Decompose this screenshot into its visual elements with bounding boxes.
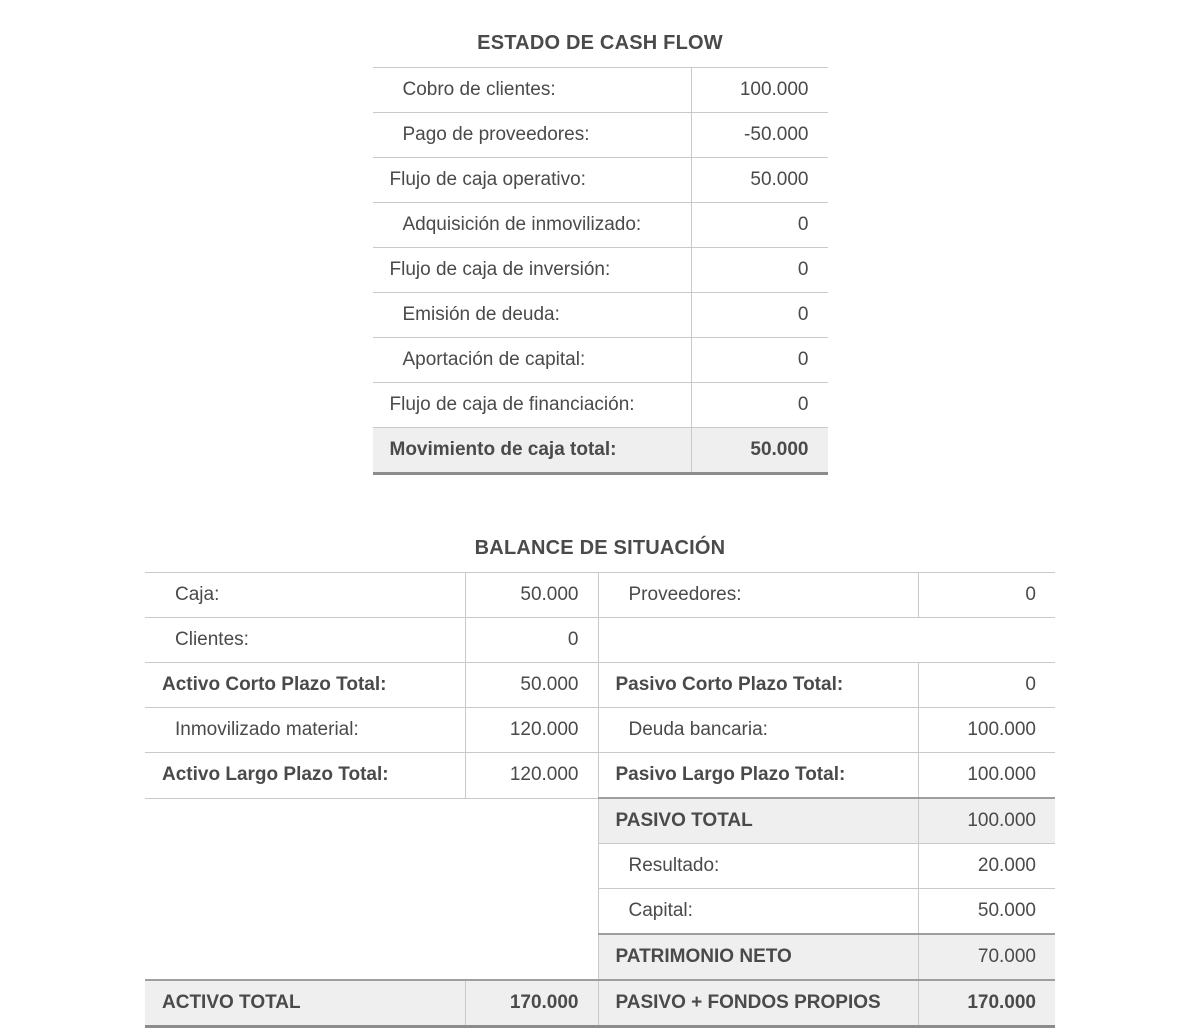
row-value: 0: [918, 573, 1055, 618]
row-value: 0: [465, 618, 598, 663]
cash-flow-table: [373, 67, 828, 475]
row-label: Resultado:: [598, 844, 918, 889]
row-value: 100.000: [918, 798, 1055, 844]
cash-flow-title: ESTADO DE CASH FLOW: [477, 32, 723, 54]
balance-row: [145, 663, 1055, 708]
row-value: 100.000: [918, 753, 1055, 799]
row-label: Adquisición de inmovilizado:: [373, 203, 692, 248]
cash-flow-row: [373, 338, 828, 383]
row-label: Activo Largo Plazo Total:: [145, 753, 465, 799]
row-label: Movimiento de caja total:: [373, 428, 692, 474]
row-label: Flujo de caja de financiación:: [373, 383, 692, 428]
empty-cell: [598, 618, 1055, 663]
balance-sheet-table: [145, 572, 1055, 1028]
row-value: 0: [692, 203, 828, 248]
row-label: PASIVO + FONDOS PROPIOS: [598, 980, 918, 1027]
row-label: Deuda bancaria:: [598, 708, 918, 753]
row-value: 0: [918, 663, 1055, 708]
balance-sheet-title: BALANCE DE SITUACIÓN: [474, 537, 726, 559]
row-label: Clientes:: [145, 618, 465, 663]
row-label: Pasivo Corto Plazo Total:: [598, 663, 918, 708]
balance-row: [145, 980, 1055, 1027]
cash-flow-row: [373, 68, 828, 113]
row-label: Pasivo Largo Plazo Total:: [598, 753, 918, 799]
row-value: 170.000: [465, 980, 598, 1027]
row-label: Activo Corto Plazo Total:: [145, 663, 465, 708]
row-value: 20.000: [918, 844, 1055, 889]
row-label: Flujo de caja operativo:: [373, 158, 692, 203]
cash-flow-row: [373, 248, 828, 293]
balance-sheet-section: [0, 537, 1200, 1028]
row-value: 50.000: [692, 428, 828, 474]
row-value: 100.000: [692, 68, 828, 113]
row-label: Aportación de capital:: [373, 338, 692, 383]
row-label: PASIVO TOTAL: [598, 798, 918, 844]
row-value: 70.000: [918, 934, 1055, 980]
balance-row: [145, 573, 1055, 618]
cash-flow-section: [0, 32, 1200, 475]
row-label: Emisión de deuda:: [373, 293, 692, 338]
balance-row: [145, 618, 1055, 663]
row-label: PATRIMONIO NETO: [598, 934, 918, 980]
row-label: ACTIVO TOTAL: [145, 980, 465, 1027]
cash-flow-row: [373, 428, 828, 474]
row-value: 0: [692, 293, 828, 338]
cash-flow-row: [373, 383, 828, 428]
row-value: 50.000: [465, 663, 598, 708]
row-value: 50.000: [692, 158, 828, 203]
row-value: 0: [692, 383, 828, 428]
row-value: 50.000: [465, 573, 598, 618]
row-value: -50.000: [692, 113, 828, 158]
balance-row: [145, 753, 1055, 799]
row-label: Proveedores:: [598, 573, 918, 618]
row-value: 120.000: [465, 708, 598, 753]
row-label: Pago de proveedores:: [373, 113, 692, 158]
row-value: 100.000: [918, 708, 1055, 753]
blank-cell: [145, 798, 598, 980]
cash-flow-row: [373, 293, 828, 338]
row-value: 50.000: [918, 889, 1055, 935]
row-value: 170.000: [918, 980, 1055, 1027]
balance-row: [145, 708, 1055, 753]
row-label: Capital:: [598, 889, 918, 935]
cash-flow-row: [373, 203, 828, 248]
row-label: Caja:: [145, 573, 465, 618]
row-label: Flujo de caja de inversión:: [373, 248, 692, 293]
row-value: 120.000: [465, 753, 598, 799]
balance-row: [145, 798, 1055, 844]
row-value: 0: [692, 338, 828, 383]
row-value: 0: [692, 248, 828, 293]
cash-flow-row: [373, 158, 828, 203]
row-label: Cobro de clientes:: [373, 68, 692, 113]
row-label: Inmovilizado material:: [145, 708, 465, 753]
cash-flow-row: [373, 113, 828, 158]
